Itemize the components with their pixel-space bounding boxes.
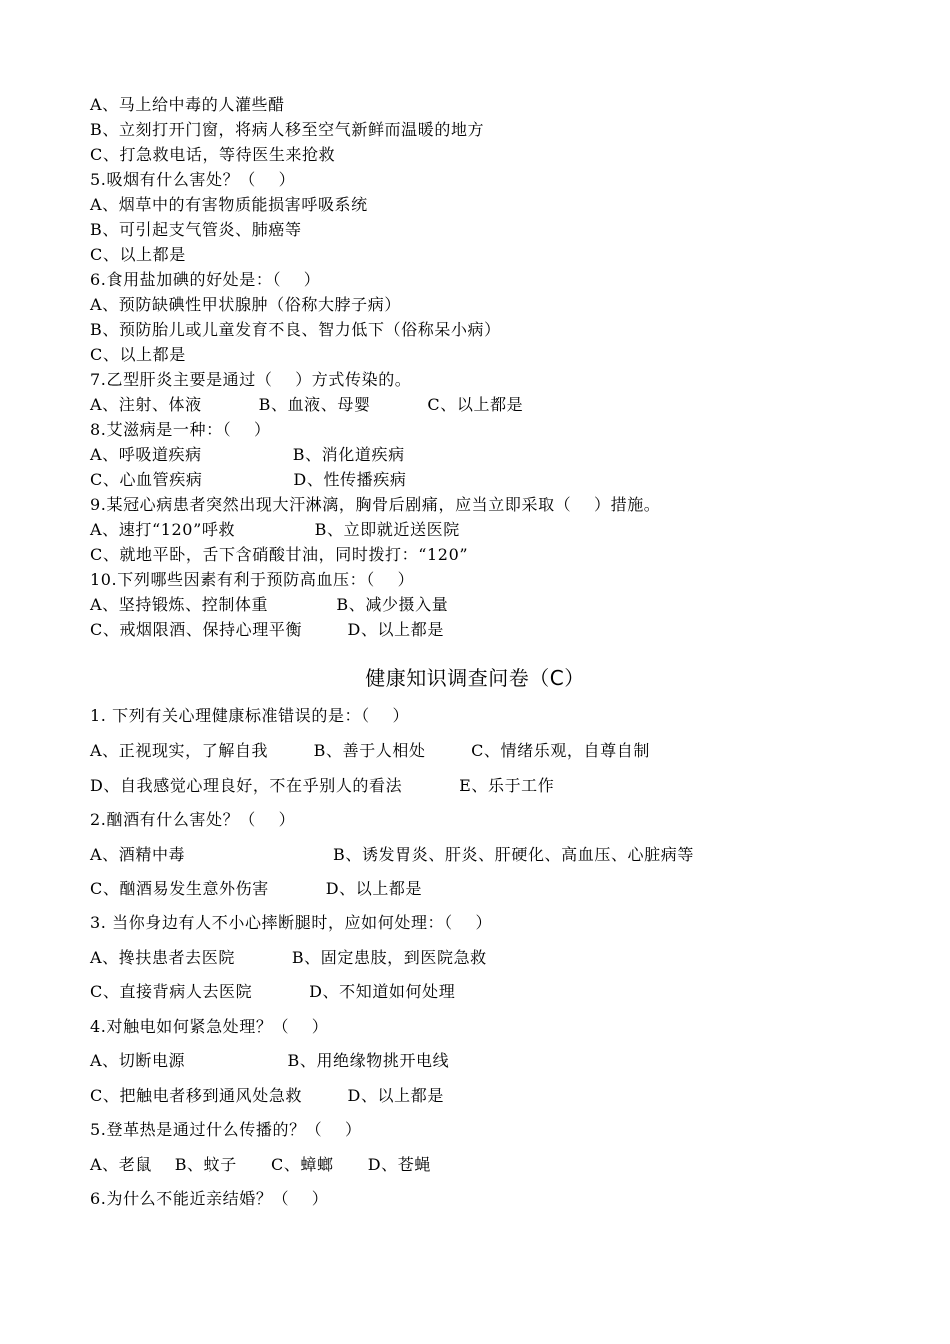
question-line: 4.对触电如何紧急处理？（ ） [90,1017,329,1036]
question-line: 8.艾滋病是一种：（ ） [90,420,271,439]
option-line: B、预防胎儿或儿童发育不良、智力低下（俗称呆小病） [90,320,501,339]
option-line: A、马上给中毒的人灌些醋 [90,95,285,114]
option-line: A、预防缺碘性甲状腺肿（俗称大脖子病） [90,295,401,314]
option-line: A、切断电源 B、用绝缘物挑开电线 [90,1051,450,1070]
question-line: 10.下列哪些因素有利于预防高血压：（ ） [90,570,415,589]
option-line: A、老鼠 B、蚊子 C、蟑螂 D、苍蝇 [90,1155,431,1174]
option-line: C、酗酒易发生意外伤害 D、以上都是 [90,879,423,898]
question-line: 9.某冠心病患者突然出现大汗淋漓，胸骨后剧痛，应当立即采取（ ）措施。 [90,495,661,514]
option-line: D、自我感觉心理良好，不在乎别人的看法 E、乐于工作 [90,776,555,795]
question-line: 6.为什么不能近亲结婚？（ ） [90,1189,329,1208]
option-line: C、就地平卧，舌下含硝酸甘油，同时拨打：“120” [90,545,469,564]
option-line: C、把触电者移到通风处急救 D、以上都是 [90,1086,444,1105]
question-line: 5.登革热是通过什么传播的？（ ） [90,1120,362,1139]
option-line: A、酒精中毒 B、诱发胃炎、肝炎、肝硬化、高血压、心脏病等 [90,845,694,864]
option-line: C、以上都是 [90,345,186,364]
option-line: A、坚持锻炼、控制体重 B、减少摄入量 [90,595,449,614]
question-line: 5.吸烟有什么害处？（ ） [90,170,296,189]
option-line: A、搀扶患者去医院 B、固定患肢，到医院急救 [90,948,487,967]
question-line: 6.食用盐加碘的好处是：（ ） [90,270,321,289]
option-line: C、打急救电话，等待医生来抢救 [90,145,336,164]
section-title: 健康知识调查问卷（C） [365,666,585,690]
option-line: A、呼吸道疾病 B、消化道疾病 [90,445,405,464]
option-line: A、速打“120”呼救 B、立即就近送医院 [90,520,460,539]
option-line: C、心血管疾病 D、性传播疾病 [90,470,407,489]
option-line: A、正视现实，了解自我 B、善于人相处 C、情绪乐观，自尊自制 [90,741,650,760]
question-line: 7.乙型肝炎主要是通过（ ）方式传染的。 [90,370,412,389]
option-line: C、直接背病人去医院 D、不知道如何处理 [90,982,456,1001]
option-line: C、戒烟限酒、保持心理平衡 D、以上都是 [90,620,444,639]
option-line: C、以上都是 [90,245,186,264]
option-line: A、注射、体液 B、血液、母婴 C、以上都是 [90,395,524,414]
option-line: A、烟草中的有害物质能损害呼吸系统 [90,195,368,214]
question-line: 1. 下列有关心理健康标准错误的是：（ ） [90,706,410,725]
question-line: 3. 当你身边有人不小心摔断腿时，应如何处理：（ ） [90,913,493,932]
option-line: B、可引起支气管炎、肺癌等 [90,220,302,239]
question-line: 2.酗酒有什么害处？（ ） [90,810,296,829]
option-line: B、立刻打开门窗，将病人移至空气新鲜而温暖的地方 [90,120,485,139]
